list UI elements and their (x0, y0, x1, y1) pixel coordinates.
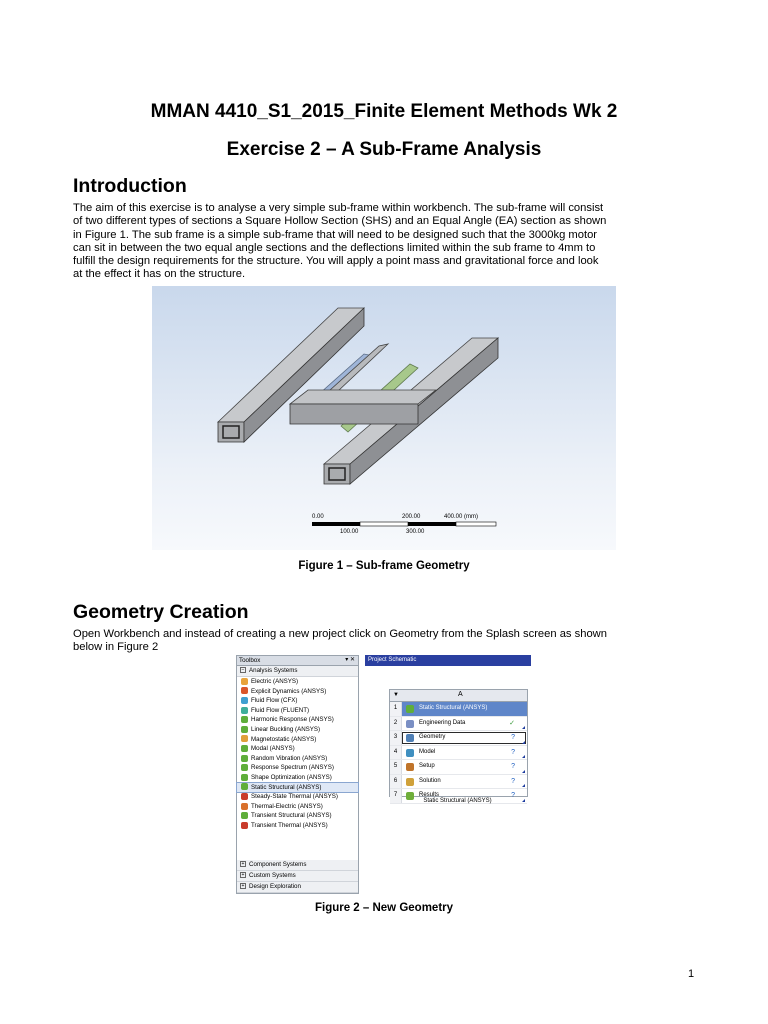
toolbox-item[interactable] (237, 696, 358, 706)
toolbox-item[interactable] (237, 725, 358, 735)
toolbox-item-label: Random Vibration (ANSYS) (251, 754, 328, 762)
toolbox-item[interactable] (237, 763, 358, 773)
scale-label: 300.00 (406, 529, 425, 535)
scale-bar-seg2 (360, 522, 408, 526)
corner-triangle-icon (522, 770, 525, 773)
toolbox-item-label: Electric (ANSYS) (251, 678, 299, 685)
intro-line: at the effect it has on the structure. (73, 268, 246, 281)
toolbox-item-label: Linear Buckling (ANSYS) (251, 725, 321, 733)
cell-icon (406, 763, 414, 771)
row-number: 6 (390, 775, 402, 789)
cell-label: Solution (419, 777, 441, 784)
geometry-line: Open Workbench and instead of creating a new project click on Geometry from the Splash screen as shown (73, 628, 607, 640)
cell-icon (406, 749, 414, 757)
corner-triangle-icon (522, 755, 525, 758)
project-schematic-header: Project Schematic (365, 655, 531, 666)
analysis-system-icon (241, 678, 248, 685)
toolbox-item-label: Transient Structural (ANSYS) (251, 812, 332, 820)
front-cross-member-top (290, 390, 436, 404)
cell-label: Setup (419, 763, 435, 769)
system-caption: Static Structural (ANSYS) (423, 798, 492, 804)
toolbox-item[interactable] (237, 821, 358, 831)
toolbox-item-label: Modal (ANSYS) (251, 745, 295, 753)
toolbox-item-label: Steady-State Thermal (ANSYS) (251, 793, 338, 801)
toolbox-item[interactable] (237, 715, 358, 725)
corner-triangle-icon (522, 726, 525, 729)
analysis-systems-section[interactable] (237, 666, 358, 677)
document-title: MMAN 4410_S1_2015_Finite Element Methods Wk 2 (150, 101, 618, 122)
row-number: 2 (390, 717, 402, 731)
system-rows (390, 702, 527, 804)
figure1-caption: Figure 1 – Sub-frame Geometry (298, 560, 470, 572)
section-label: Component Systems (249, 861, 307, 868)
toolbox-item[interactable] (237, 687, 358, 697)
design-exploration-section[interactable] (237, 882, 358, 893)
toolbox-controls[interactable]: ▾ ✕ (345, 657, 355, 663)
introduction-heading: Introduction (73, 175, 187, 197)
row-number: 1 (390, 702, 402, 716)
cell-label: Model (419, 748, 436, 755)
static-structural-system-block[interactable] (389, 689, 528, 797)
toolbox-item[interactable] (237, 792, 358, 802)
toolbox-item[interactable] (237, 773, 358, 783)
toolbox-item-label: Static Structural (ANSYS) (251, 783, 322, 791)
collapse-icon[interactable]: − (241, 667, 245, 674)
toolbox-item-label: Magnetostatic (ANSYS) (251, 735, 317, 743)
cell-label: Engineering Data (419, 719, 466, 726)
analysis-system-icon (241, 822, 248, 829)
needs-attention-icon: ? (511, 748, 515, 756)
subframe-render (152, 286, 616, 550)
introduction-paragraph (73, 202, 697, 282)
row-number: 7 (390, 789, 402, 803)
corner-triangle-icon (522, 741, 525, 744)
toolbox-item[interactable] (237, 735, 358, 745)
needs-attention-icon: ? (511, 792, 515, 799)
schematic-cell[interactable] (390, 775, 527, 790)
cell-icon (406, 720, 414, 728)
right-rail-end (324, 464, 350, 484)
toolbox-item[interactable] (237, 811, 358, 821)
front-cross-member-side (290, 404, 418, 424)
geometry-creation-heading: Geometry Creation (73, 601, 249, 623)
analysis-system-icon (241, 764, 248, 771)
schematic-cell[interactable] (390, 702, 527, 717)
section-label: Design Exploration (249, 883, 301, 890)
section-label: Analysis Systems (249, 667, 298, 674)
cell-icon (406, 778, 414, 786)
toolbox-item-label: Transient Thermal (ANSYS) (251, 821, 328, 829)
row-number: 3 (390, 731, 402, 745)
document-subtitle: Exercise 2 – A Sub-Frame Analysis (226, 139, 542, 160)
system-menu-icon[interactable]: ▼ (393, 692, 399, 698)
analysis-system-icon (241, 774, 248, 781)
toolbox-item-label: Fluid Flow (CFX) (251, 697, 298, 705)
toolbox-item-label: Explicit Dynamics (ANSYS) (251, 687, 327, 695)
toolbox-item[interactable] (237, 677, 358, 687)
analysis-system-icon (241, 707, 248, 714)
toolbox-panel (236, 655, 359, 894)
toolbox-header (237, 656, 358, 666)
system-column-label: A (458, 691, 463, 698)
intro-line: can sit in between the two equal angle sections and the deflections limited within the sub frame to 4mm to (73, 241, 596, 254)
analysis-system-icon (241, 716, 248, 723)
cell-label: Geometry (419, 734, 446, 740)
toolbox-item-label: Response Spectrum (ANSYS) (251, 764, 334, 772)
needs-attention-icon: ? (511, 777, 515, 785)
schematic-cell[interactable] (390, 717, 527, 732)
expand-icon[interactable]: + (241, 861, 245, 868)
toolbox-title: Toolbox (239, 657, 261, 664)
analysis-system-icon (241, 697, 248, 704)
scale-label: 200.00 (402, 514, 421, 520)
analysis-system-icon (241, 783, 248, 790)
analysis-system-icon (241, 745, 248, 752)
scale-bar-seg4 (456, 522, 496, 526)
row-number: 5 (390, 760, 402, 774)
toolbox-item[interactable] (237, 706, 358, 716)
geometry-line: below in Figure 2 (73, 641, 159, 654)
corner-triangle-icon (522, 784, 525, 787)
up-to-date-check-icon: ✓ (509, 719, 515, 727)
toolbox-footer (237, 860, 358, 893)
toolbox-item-label: Thermal-Electric (ANSYS) (251, 802, 323, 810)
toolbox-item[interactable] (237, 783, 358, 793)
expand-icon[interactable]: + (241, 883, 245, 890)
schematic-cell[interactable] (390, 731, 527, 746)
schematic-cell[interactable] (390, 746, 527, 761)
row-number: 4 (390, 746, 402, 760)
scale-bar-seg1 (312, 522, 360, 526)
custom-systems-section[interactable] (237, 871, 358, 882)
needs-attention-icon: ? (511, 763, 515, 770)
analysis-systems-list (237, 677, 358, 831)
analysis-system-icon (241, 803, 248, 810)
page-number: 1 (688, 968, 695, 980)
intro-line: fulfill the design requirements for the structure. You will apply a point mass and gravitational force and look (73, 255, 599, 268)
scale-label: 0.00 (312, 514, 324, 520)
toolbox-item-label: Harmonic Response (ANSYS) (251, 716, 334, 724)
expand-icon[interactable]: + (241, 872, 245, 879)
figure2-caption: Figure 2 – New Geometry (314, 902, 454, 914)
section-label: Custom Systems (249, 872, 296, 879)
schematic-cell[interactable] (390, 760, 527, 775)
subframe-geometry-figure (152, 286, 616, 550)
analysis-system-icon (241, 793, 248, 800)
left-rail-end (218, 422, 244, 442)
toolbox-item[interactable] (237, 744, 358, 754)
geometry-paragraph (73, 628, 697, 655)
analysis-system-icon (241, 755, 248, 762)
toolbox-item-label: Fluid Flow (FLUENT) (251, 706, 310, 714)
system-header (390, 690, 527, 702)
component-systems-section[interactable] (237, 860, 358, 871)
cell-icon (406, 705, 414, 713)
toolbox-item[interactable] (237, 754, 358, 764)
analysis-system-icon (241, 735, 248, 742)
cell-label: Results (419, 792, 440, 798)
cell-label: Static Structural (ANSYS) (419, 705, 488, 711)
cell-icon (406, 734, 414, 742)
analysis-system-icon (241, 726, 248, 733)
toolbox-item-label: Shape Optimization (ANSYS) (251, 773, 332, 781)
scale-label: 100.00 (340, 529, 359, 535)
analysis-system-icon (241, 812, 248, 819)
analysis-system-icon (241, 687, 248, 694)
intro-line: in Figure 1. The sub frame is a simple sub-frame that will need to be designed such that the 3000kg motor (73, 228, 598, 241)
intro-line: of two different types of sections a Square Hollow Section (SHS) and an Equal Angle (EA) section as shown (73, 215, 607, 228)
intro-line: The aim of this exercise is to analyse a very simple sub-frame within workbench. The sub-frame will consist (73, 202, 604, 214)
toolbox-item[interactable] (237, 802, 358, 812)
scale-bar-seg3 (408, 522, 456, 526)
needs-attention-icon: ? (511, 734, 515, 741)
scale-label: 400.00 (mm) (444, 514, 479, 520)
